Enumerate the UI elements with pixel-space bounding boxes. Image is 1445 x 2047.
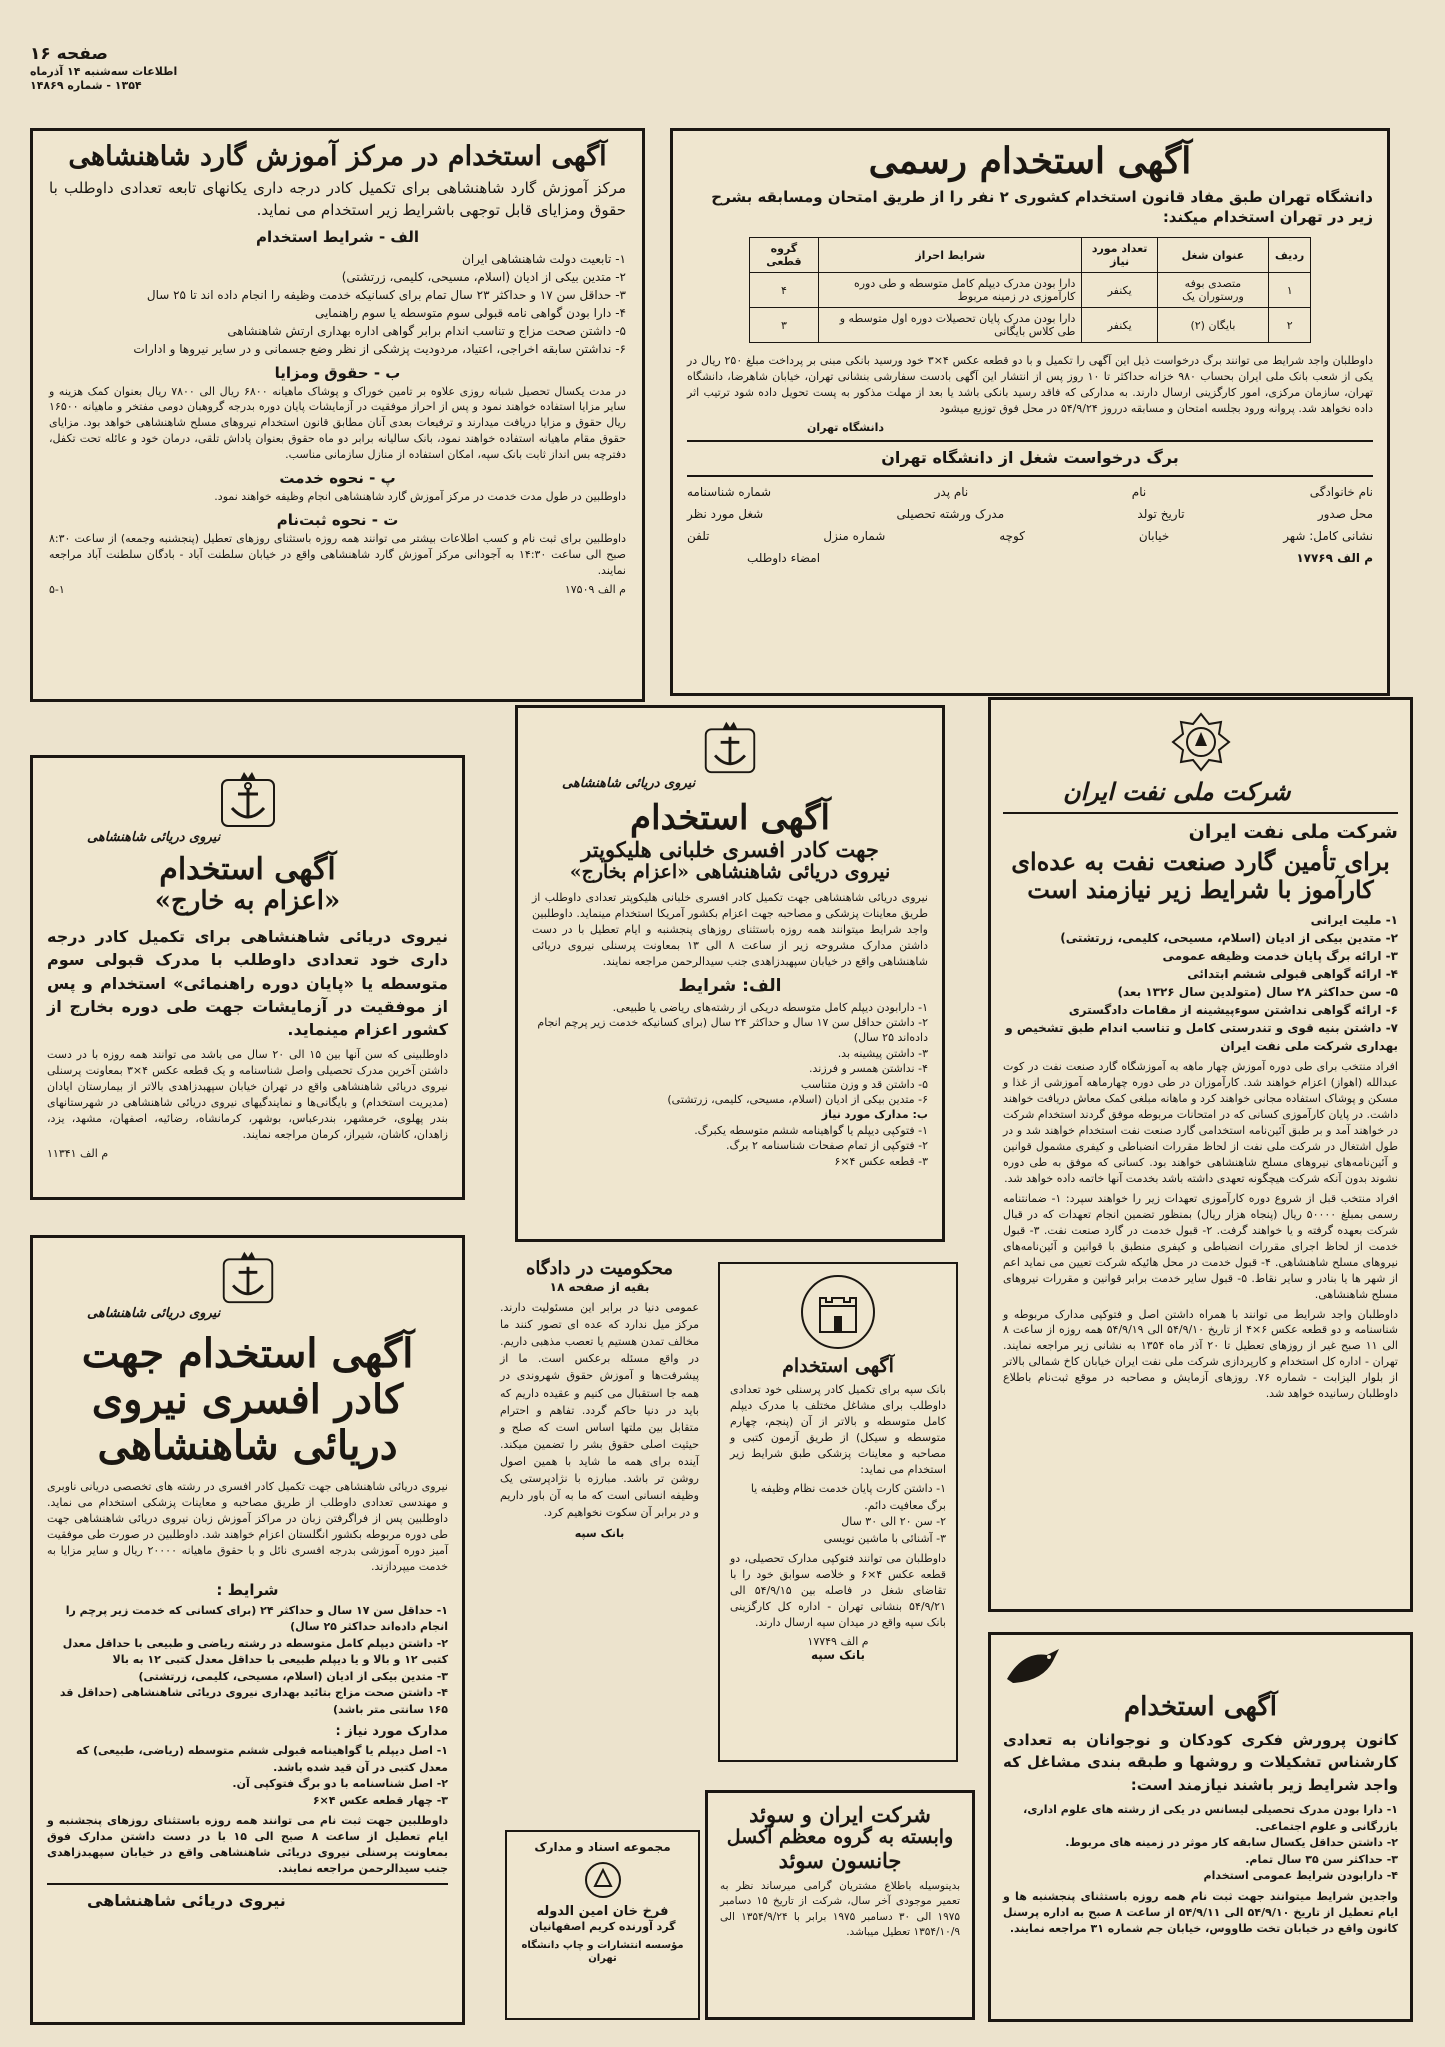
section-heading: الف - شرایط استخدام <box>255 227 420 246</box>
article-title: محکومیت در دادگاه <box>525 1258 673 1279</box>
table-cell: دارا بودن مدرک پایان تحصیلات دوره اول متوسطه و طی کلاس بایگانی <box>819 308 1082 343</box>
list-item: ۵- داشتن صحت مزاج و تناسب اندام برابر گواهی اداره بهداری ارتش شاهنشاهی <box>227 323 626 338</box>
ad-title: کادر افسری نیروی <box>91 1375 404 1423</box>
ad-signature: بانک سپه <box>811 1648 865 1663</box>
ad-title: آگهی استخدام در مرکز آموزش گارد شاهنشاهی <box>68 141 607 172</box>
nioc-ad <box>988 697 1413 1612</box>
ad-body: داوطلبینی که سن آنها بین ۱۵ الی ۲۰ سال می باشد می توانند همه روزه با در دست داشتن آخرین مدرک تحصیلی واصل شناسنامه و یک قطعه عکس ۴×۳ بمعاونت پرسنلی نیروی دریائی شاهنشاهی واقع در تهران خیابان سپهبدزاهدی بالاتر از بیمارستان ایادان (مدیریت استخدام) و بایگانی‌ها و نمایندگیهای نیروی دریائی شاهنشاهی در شهرستانهای بندر پهلوی، خرمشهر، بندرعباس، بوشهر، کرمانشاه، رضائیه، اصفهان، مشهد، یزد، زاهدان، کاشان، شیراز، کرمان مراجعه نمایند. <box>47 1048 448 1141</box>
form-field-label: خیابان <box>1138 528 1170 543</box>
form-field-label: تلفن <box>687 528 710 543</box>
ad-signature: نیروی دریائی شاهنشاهی <box>87 1890 286 1910</box>
list-item: ۱- اصل دیپلم یا گواهینامه قبولی ششم متوسطه (ریاضی، طبیعی) که معدل کتبی در آن قید شده باشد. <box>76 1744 448 1774</box>
ad-title: آگهی استخدام <box>159 851 336 887</box>
form-field-label: شماره شناسنامه <box>687 484 772 499</box>
ad-intro: نیروی دریائی شاهنشاهی جهت تکمیل کادر افسری در رشته های تخصصی دریانی ناوبری و مهندسی تعدادی داوطلب از طریق مصاحبه و معاینات پزشکی استخدام می نماید. داوطلبین پس از فراگرفتن زبان در مراکز آموزش زبان نیروی دریائی شاهنشاهی جهت طی دوره مربوطه بکشور انگلستان اعزام خواهند شد. داوطلبین در صورت طی موفقیت آمیز دوره آموزشی بدرجه افسری نائل و با حقوق ماهیانه ۲۰۰۰۰ ریال و سایر مزایا به خدمت میپردازند. <box>47 1479 448 1573</box>
guard-center-ad <box>30 128 645 702</box>
org-name: نیروی دریائی شاهنشاهی <box>562 776 696 791</box>
table-row <box>749 308 1311 343</box>
list-item: ۱- دارابودن دیپلم کامل متوسطه دریکی از رشته‌های ریاضی یا طبیعی. <box>612 1000 928 1014</box>
table-cell: متصدی بوفه ورستوران یک <box>1157 273 1268 308</box>
ad-body: داوطلبین جهت ثبت نام می توانند همه روزه باستثنای روزهای پنجشنبه و ایام تعطیل از ساعت ۸ صبح الی ۱۵ با در دست داشتن مدارک فوق بمعاونت پرسنلی نیروی دریائی شاهنشاهی واقع در خیابان سپهبدزاهدی جنب سیدالرحمن مراجعه نمایند. <box>47 1814 448 1875</box>
org-name: نیروی دریائی شاهنشاهی <box>87 1306 221 1321</box>
table-cell: بایگان (۲) <box>1157 308 1268 343</box>
ad-subtitle: «اعزام به خارج» <box>154 886 341 917</box>
list-item: ۱- داشتن کارت پایان خدمت نظام وظیفه یا برگ معافیت دائم. <box>750 1482 946 1512</box>
ad-ref: م الف ۱۱۳۴۱ <box>47 1146 109 1160</box>
section-heading: شرایط : <box>216 1580 279 1599</box>
form-field-label: نام پدر <box>934 484 969 499</box>
list-item: ۵- داشتن قد و وزن متناسب <box>800 1077 928 1091</box>
divider <box>687 440 1373 442</box>
ad-body: داوطلبان می توانند فتوکپی مدارک تحصیلی، دو قطعه عکس ۴×۶ و خلاصه سوابق خود را با تقاضای شغل در فاصله بین ۵۴/۹/۱۵ الی ۵۴/۹/۲۱ بنشانی تهران - اداره کل کارگزینی بانک سپه واقع در میدان سپه ارسال دارند. <box>730 1552 946 1630</box>
conditions-list <box>532 1000 928 1169</box>
conditions-list <box>1003 1802 1398 1885</box>
ad-subtitle: نیروی دریائی شاهنشاهی «اعزام بخارج» <box>569 861 891 884</box>
list-item: ۴- دارابودن شرایط عمومی استخدام <box>1203 1869 1398 1883</box>
ad-title: آگهی استخدام <box>1124 1692 1277 1722</box>
section-heading: الف: شرایط <box>678 975 782 996</box>
book-title: فرخ خان امین الدوله <box>536 1903 669 1919</box>
form-field-label: شغل مورد نظر <box>687 506 764 521</box>
form-field-label: تاریخ تولد <box>1137 506 1185 521</box>
ad-title: شرکت ایران و سوئد <box>749 1802 931 1827</box>
ad-intro: مرکز آموزش گارد شاهنشاهی برای تکمیل کادر درجه داری یکانهای تابعه تعدادی داوطلب با حقوق ومزایای قابل توجهی باشرایط زیر استخدام می نماید. <box>49 179 626 219</box>
org-name: نیروی دریائی شاهنشاهی <box>87 830 221 845</box>
nioc-logo <box>1169 710 1233 774</box>
table-cell: دارا بودن مدرک دیپلم کامل متوسطه و طی دوره کارآموزی در زمینه مربوط <box>819 273 1082 308</box>
divider <box>687 475 1373 477</box>
page-number: صفحه ۱۶ <box>30 44 108 64</box>
list-item: ۴- دارا بودن گواهی نامه قبولی سوم متوسطه یا سوم راهنمایی <box>314 305 626 320</box>
anchor-crown-emblem <box>702 718 758 776</box>
section-heading: مدارک مورد نیاز : <box>335 1724 448 1740</box>
navy-officer-ad <box>30 1235 465 2025</box>
list-item: ۷- داشتن بنیه قوی و تندرستی کامل و تناسب اندام طبق تشخیص و بهداری شرکت ملی نفت ایران <box>1005 1021 1398 1054</box>
list-item: ۲- متدین بیکی از ادیان (اسلام، مسیحی، کلیمی، زرتشتی) <box>1060 931 1398 946</box>
list-item: ۳- متدین بیکی از ادیان (اسلام، مسیحی، کلیمی، زرتشتی) <box>138 1669 448 1683</box>
list-item: ۳- داشتن پیشینه بد. <box>837 1046 928 1060</box>
table-cell: ۱ <box>1269 273 1311 308</box>
form-row <box>687 529 1373 543</box>
list-item: ۶- ارائه گواهی نداشتن سوءپیشینه از مقامات دادگستری <box>1068 1003 1398 1018</box>
list-item: ۶- نداشتن سابقه اخراجی، اعتیاد، مردودیت پزشکی از نظر وضع جسمانی و در سایر نیروها و ادارات <box>133 341 626 356</box>
table-cell: ۴ <box>749 273 818 308</box>
table-header-row <box>749 238 1311 273</box>
conditions-list <box>730 1481 946 1547</box>
form-row <box>687 485 1373 499</box>
list-item: ۱- تابعیت دولت شاهنشاهی ایران <box>462 251 626 266</box>
conditions-list <box>49 250 626 358</box>
jobs-table <box>749 237 1312 343</box>
divider <box>47 1883 448 1885</box>
form-field-label: محل صدور <box>1317 506 1373 521</box>
ad-intro: نیروی دریائی شاهنشاهی جهت تکمیل کادر افسری خلبانی هلیکوپتر تعدادی داوطلب از طریق معاینات پزشکی و مصاحبه جهت اعزام بکشور آمریکا استخدام مینماید. داوطلبین واجد شرایط میتوانند همه روزه باستثنای روزهای پنجشنبه و ایام تعطیل با در دست داشتن مدارک مشروحه زیر از ساعت ۸ الی ۱۳ بمعاونت پرسنلی نیروی دریائی شاهنشاهی واقع در خیابان سپهبدزاهدی جنب سیدالرحمن مراجعه نمایند. <box>532 890 928 968</box>
ad-ref: م الف ۱۷۷۶۹ <box>1296 550 1373 565</box>
ad-subtitle: جهت کادر افسری خلبانی هلیکوپتر <box>581 836 879 862</box>
list-item: ب: مدارک مورد نیاز <box>821 1108 928 1122</box>
form-field-label: شماره منزل <box>823 528 886 543</box>
book-publisher: مؤسسه انتشارات و چاپ دانشگاه تهران <box>521 1939 684 1964</box>
conditions-list <box>1003 911 1398 1055</box>
book-series: مجموعه اسناد و مدارک <box>534 1840 671 1854</box>
docs-list <box>47 1743 448 1809</box>
ad-ref: م الف ۱۷۵۰۹ <box>564 582 626 596</box>
ad-body: در مدت یکسال تحصیل شبانه روزی علاوه بر تامین خوراک و پوشاک ماهیانه ۶۸۰۰ ریال الی ۷۸۰۰ ریال بعنوان کمک هزینه و سایر مزایا استفاده خواهند نمود و پس از احراز موفقیت در آزمایشات پایان دوره بدرجه گروهبان دومی مفتخر و ماهیانه ۱۶۵۰۰ ریال حقوق و مزایا دریافت میدارند و ترفیعات بعدی آنان مطابق قانون استخدام نیروهای مسلح شاهنشاهی خواهد بود. مزایای حقوق مقام ماهیانه استفاده خواهند نمود، بانک سالیانه برابر دو ماه حقوق بعنوان پاداش تلقی، درمان خود و عائله تحت تکفل، دفترچه بس انداز ثابت بانک سپه، امکان استفاده از منازل سازمانی مناسب. <box>49 384 626 462</box>
form-field-label: کوچه <box>999 528 1025 543</box>
form-field-label: نام خانوادگی <box>1309 484 1373 499</box>
bank-sepah-ad <box>718 1262 958 1762</box>
article-body: عمومی دنیا در برابر این مسئولیت دارند. مرکز میل ندارد که عده ای تصور کنند ما مخالف تمدن هستیم یا تعصب مذهبی داریم. در واقع مسئله برعکس است. ما از پیشرفت‌ها و آموزش حقوق شهروندی در همه جا استقبال می کنیم و عقیده داریم که باید در دنیا حاکم گردد. تفاهم و احترام متقابل بین ملتها اساس است که صلح و حیثیت اصلی حقوق بشر را تضمین میکند. آینده برای همه ما شاید با همین اصول روشن تر باشد. مبارزه با نژادپرستی یک وظیفه انسانی است که ما به آن باور داریم و در برابر آن سکوت نخواهیم کرد. <box>500 1301 699 1519</box>
table-row <box>749 273 1311 308</box>
list-item: ۳- حداقل سن ۱۷ و حداکثر ۲۳ سال تمام برای کسانیکه خدمت وظیفه را انجام داده اند تا ۲۵ سال <box>146 287 626 302</box>
ad-body: بدینوسیله باطلاع مشتریان گرامی میرساند نظر به تعمیر موجودی آخر سال، شرکت از تاریخ ۱۵ دسامبر ۱۹۷۵ الی ۳۰ دسامبر ۱۹۷۵ برابر با ۱۳۵۴/۹/۲۴ الی ۱۳۵۴/۱۰/۹ تعطیل میباشد. <box>720 1880 961 1938</box>
form-field-label: نام <box>1131 484 1147 499</box>
list-item: ۵- سن حداکثر ۲۸ سال (متولدین سال ۱۳۲۶ بعد) <box>1117 985 1398 1000</box>
ad-title: برای تأمین گارد صنعت نفت به عده‌ای <box>1011 847 1390 877</box>
iran-sweden-ad <box>705 1790 975 2020</box>
ad-footer <box>49 583 626 596</box>
table-cell: ۲ <box>1269 308 1311 343</box>
table-header: عنوان شغل <box>1157 238 1268 273</box>
header-date: اطلاعات سه‌شنبه ۱۴ آذرماه <box>30 65 178 79</box>
ad-ref: م الف ۱۷۷۴۹ <box>807 1635 869 1649</box>
list-item: ۲- سن ۲۰ الی ۳۰ سال <box>841 1515 946 1529</box>
ad-subtitle: وابسته به گروه معظم آکسل <box>726 1826 954 1849</box>
ad-title: آگهی استخدام <box>630 797 830 838</box>
list-item: ۲- فتوکپی از تمام صفحات شناسنامه ۲ برگ. <box>726 1139 928 1153</box>
brand-name: شرکت ملی نفت ایران <box>1063 777 1291 806</box>
form-title: برگ درخواست شغل از دانشگاه تهران <box>881 448 1179 468</box>
table-header: شرایط احراز <box>819 238 1082 273</box>
ad-body: افراد منتخب قبل از شروع دوره کارآموزی تعهدات زیر را خواهند سپرد: ۱- ضمانتنامه رسمی بمبلغ ۵۰۰۰۰ ریال (پنجاه هزار ریال) بمنظور تضمین انجام تعهدات که در قبال شرکت بعهده گرفته و یا خواهند گرفت. ۲- قبول خدمت در گارد صنعت نفت. ۳- قبول خدمت از لحاظ اجرای مقررات انضباطی و کیفری منطبق با قوانین و آئین‌نامه‌های نیروهای مسلح شاهنشاهی. ۴- قبول خدمت در محل هائیکه شرکت تعیین می نماید اعم از شهر ها یا بنادر و سایر نقاط. ۵- قبول سایر خدمت برابر قوانین و مقررات نیروهای مسلح شاهنشاهی. <box>1003 1191 1399 1301</box>
ad-intro: بانک سپه برای تکمیل کادر پرسنلی خود تعدادی داوطلب برای مشاغل مختلف با مدرک دیپلم کامل متوسطه و بالاتر از آن (پنجم، چهارم متوسطه و سیکل) از طریق آزمون کتبی و مصاحبه و معاینات پزشکی طبق شرایط زیر استخدام می نماید: <box>730 1382 946 1476</box>
ad-signature: دانشگاه تهران <box>807 421 884 435</box>
ad-body: داوطلبان واجد شرایط می توانند برگ درخواست ذیل این آگهی را تکمیل و با دو قطعه عکس ۴×۳ خود ورسید بانکی مبنی بر پرداخت مبلغ ۲۵۰ ریال در یکی از شعب بانک ملی ایران بحساب ۹۸۰ خزانه حداکثر تا ۱۰ روز پس از انتشار این آگهی بادست سفارشی بنشانی تهران، خیابان شاهرضا، دانشگاه تهران، سازمان مرکزی، امور کارگزینی ارسال دارند. به مدارکی که فاقد رسید بانکی باشد یا بعد از مهلت مذکور به پست تحویل داده شود ترتیب اثر داده نخواهد شد. پروانه ورود بجلسه امتحان و مسابقه درروز ۵۴/۹/۲۴ در محل فوق توزیع میشود <box>687 354 1374 416</box>
ad-lead: نیروی دریائی شاهنشاهی برای تکمیل کادر درجه داری خود تعدادی داوطلب با مدرک قبولی سوم متوسطه یا «پایان دوره راهنمائی» استخدام و پس از موفقیت در آزمایشات جهت طی دوره بخارج از کشور اعزام مینماید. <box>47 927 448 1040</box>
list-item: ۴- نداشتن همسر و فرزند. <box>808 1062 928 1076</box>
list-item: ۴- داشتن صحت مزاج بتائید بهداری نیروی دریائی شاهنشاهی (حداقل قد ۱۶۵ سانتی متر باشد) <box>59 1686 448 1716</box>
ad-body: داوطلبین در طول مدت خدمت در مرکز آموزش گارد شاهنشاهی انجام وظیفه خواهند نمود. <box>214 490 626 504</box>
ad-title: آگهی استخدام رسمی <box>868 140 1192 182</box>
kanoon-ad <box>988 1632 1413 2022</box>
anchor-crown-emblem <box>218 768 278 830</box>
court-article <box>492 1255 707 1815</box>
conditions-list <box>47 1603 448 1719</box>
ad-lead: کانون پرورش فکری کودکان و نوجوانان به تعدادی کارشناس تشکیلات و روشها و طبقه بندی مشاغل که واجد شرایط زیر باشند نیازمند است: <box>1003 1730 1398 1794</box>
ad-title: آگهی استخدام <box>782 1355 894 1377</box>
ad-body: واجدین شرایط میتوانند جهت ثبت نام همه روزه باستثنای پنجشنبه ها و ایام تعطیل از تاریخ ۵۴/۹/۱۰ الی ۵۴/۹/۱۱ از ساعت ۸ صبح به اداره پرسنل کانون واقع در خیابان تخت طاووس، خیابان جم شماره ۳۱ مراجعه نمایند. <box>1003 1889 1398 1935</box>
ad-body: داوطلبین برای ثبت نام و کسب اطلاعات بیشتر می توانند همه روزه باستثنای روزهای تعطیل (پنجشنبه وجمعه) از ساعت ۸:۳۰ صبح الی ساعت ۱۴:۳۰ به آجودانی مرکز آموزش گارد شاهنشاهی واقع در خیابان سلطنت آباد - بادگان سلطنت آباد مراجعه نمایند. <box>49 532 626 578</box>
list-item: ۲- داشتن دیپلم کامل متوسطه در رشته ریاضی و طبیعی با حداقل معدل کتبی ۱۲ و بالا و یا دیپلم طبیعی با حداقل معدل کتبی ۱۲ به بالا <box>62 1636 448 1667</box>
list-item: ۱- حداقل سن ۱۷ سال و حداکثر ۲۴ (برای کسانی که خدمت زیر پرچم را انجام داده‌اند حداکثر ۲۵ سال) <box>65 1603 448 1634</box>
list-item: ۱- دارا بودن مدرک تحصیلی لیسانس در یکی از رشته های علوم اداری، بازرگانی و علوم اجتماعی. <box>1023 1803 1398 1833</box>
ad-title: کارآموز با شرایط زیر نیازمند است <box>1027 874 1374 904</box>
navy-helicopter-ad <box>515 705 945 1242</box>
org-name: شرکت ملی نفت ایران <box>1188 820 1398 843</box>
list-item: ۳- حداکثر سن ۳۵ سال تمام. <box>1245 1852 1398 1866</box>
table-header: ردیف <box>1269 238 1311 273</box>
book-ad <box>505 1830 700 2020</box>
castle-emblem <box>798 1272 878 1352</box>
list-item: ۶- متدین بیکی از ادیان (اسلام، مسیحی، کلیمی، زرتشتی) <box>667 1093 928 1106</box>
bird-logo <box>1003 1645 1063 1689</box>
list-item: ۴- ارائه گواهی قبولی ششم ابتدائی <box>1187 967 1398 982</box>
list-item: ۳- چهار قطعه عکس ۴×۶ <box>312 1793 448 1807</box>
header-issue: ۱۳۵۴ - شماره ۱۴۸۶۹ <box>30 79 142 92</box>
ad-subtitle: جانسون سوئد <box>778 1847 902 1873</box>
ad-subtitle: دانشگاه تهران طبق مفاد قانون استخدام کشوری ۲ نفر را از طریق امتحان ومسابقه بشرح زیر در تهران استخدام میکند: <box>711 188 1373 226</box>
form-field-label: نشانی کامل: شهر <box>1283 528 1373 543</box>
table-cell: ۳ <box>749 308 818 343</box>
page-header <box>30 44 210 114</box>
ad-body: افراد منتخب برای طی دوره آموزش چهار ماهه به آموزشگاه گارد صنعت نفت در کوت عبدالله (اهواز) اعزام خواهند شد. کارآموزان در طی دوره چهارماهه آموزشی از غذا و مسکن و پوشاک استفاده مجانی خواهند کرد و ماهانه مبلغی کمک معاش دریافت خواهند داشت. در پایان کارآموزی کسانی که در امتحانات مربوطه موفق گردند استخدام شرکت در خواهند آمد و بر طبق آئین‌نامه استخدامی گارد صنعت نفت استخدام خواهند شد و در طول اشتغال در شرکت ملی نفت از لحاظ مقررات انضباطی و کیفری مشمول قوانین و آئین‌نامه‌های نیروهای مسلح شاهنشاهی خواهند بود. کسانی که موفق به طی دوره نشوند بدون آنکه شرکت هیچگونه تعهدی داشته باشد بخدمت آنها خاتمه داده خواهد شد. <box>1003 1060 1398 1186</box>
table-header: گروه قطعی <box>749 238 818 273</box>
ad-title: دریائی شاهنشاهی <box>97 1421 398 1469</box>
ad-ref: ۵-۱ <box>49 582 65 596</box>
university-emblem <box>583 1860 623 1900</box>
list-item: ۳- قطعه عکس ۴×۶ <box>834 1154 928 1168</box>
anchor-crown-emblem <box>220 1248 276 1306</box>
ad-title: آگهی استخدام جهت <box>81 1329 414 1377</box>
table-cell: یکنفر <box>1082 273 1157 308</box>
tehran-university-ad <box>670 128 1390 696</box>
list-item: ۲- داشتن حداقل سن ۱۷ سال و حداکثر ۲۴ سال (برای کسانیکه خدمت زیر پرچم انجام داده‌اند ۲۵ سال) <box>537 1016 928 1045</box>
list-item: ۳- ارائه برگ پایان خدمت وظیفه عمومی <box>1162 949 1398 964</box>
navy-abroad-ad <box>30 755 465 1200</box>
list-item: ۱- فتوکپی دیپلم یا گواهینامه ششم متوسطه یکبرگ. <box>694 1123 928 1137</box>
book-author: گرد آورنده کریم اصفهانیان <box>529 1920 676 1934</box>
section-heading: ب - حقوق ومزایا <box>274 363 401 382</box>
section-heading: ت - نحوه ثبت‌نام <box>276 511 399 530</box>
table-header: تعداد مورد نیاز <box>1082 238 1157 273</box>
form-row <box>687 507 1373 521</box>
divider <box>1003 812 1398 814</box>
article-tail: بانک سپه <box>574 1526 625 1540</box>
sign-label: امضاء داوطلب <box>747 550 821 565</box>
list-item: ۲- داشتن حداقل یکسال سابقه کار موثر در زمینه های مربوط. <box>1065 1836 1398 1850</box>
list-item: ۳- آشنائی با ماشین نویسی <box>823 1531 946 1545</box>
list-item: ۱- ملیت ایرانی <box>1310 913 1398 928</box>
ad-body: داوطلبان واجد شرایط می توانند با همراه داشتن اصل و فتوکپی مدارک مربوطه و شناسنامه و دو قطعه عکس ۶×۴ از تاریخ ۵۴/۹/۱۰ الی ۵۴/۹/۱۹ همه روزه از ساعت ۸ الی ۱۱ صبح غیر از روزهای تعطیل تا ۲۰ آذر ماه ۱۳۵۴ به نشانی زیر مراجعه نمایند. تهران - اداره کل استخدام و کارپردازی شرکت ملی نفت ایران خیابان کاخ شمالی بالاتر از بلوار الیزابت - شماره ۷۶. روزهای آزمایش و مصاحبه در موقع ثبت‌نام باطلاع داوطلبان رسانیده خواهد شد. <box>1003 1307 1399 1401</box>
section-heading: پ - نحوه خدمت <box>279 469 396 488</box>
article-subtitle: بقیه از صفحه ۱۸ <box>549 1279 650 1294</box>
form-field-label: مدرک ورشته تحصیلی <box>896 506 1005 521</box>
form-row <box>687 551 1373 565</box>
list-item: ۲- متدین بیکی از ادیان (اسلام، مسیحی، کلیمی، زرتشتی) <box>341 269 626 284</box>
table-cell: یکنفر <box>1082 308 1157 343</box>
list-item: ۲- اصل شناسنامه با دو برگ فتوکپی آن. <box>232 1777 448 1791</box>
